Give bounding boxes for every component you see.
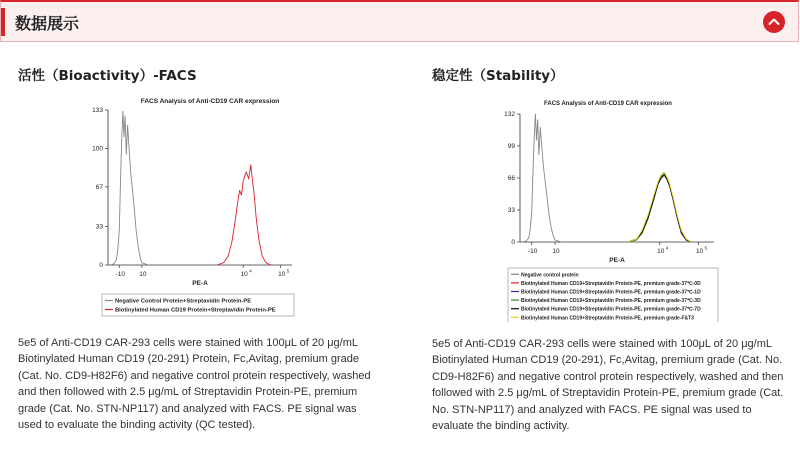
bioactivity-title: 活性（Bioactivity）-FACS <box>18 68 197 84</box>
x-tick-label: 10 <box>657 248 665 255</box>
chart-title: FACS Analysis of Anti-CD19 CAR expression <box>544 101 672 107</box>
header-accent-bar <box>1 8 5 36</box>
series-line-0 <box>110 111 148 265</box>
y-tick-label: 132 <box>504 111 515 119</box>
y-tick-label: 0 <box>99 262 103 270</box>
legend-entry: Biotinylated Human CD19+Streptavidin Protein-PE, premium grade-37℃-3D <box>521 298 701 305</box>
legend-entry: Negative control protein <box>521 272 579 279</box>
x-tick-exponent: 5 <box>286 268 290 274</box>
series-line-5 <box>628 172 691 242</box>
chart-title: FACS Analysis of Anti-CD19 CAR expression <box>140 98 280 105</box>
y-tick-label: 0 <box>511 239 515 247</box>
x-axis-label: PE-A <box>609 257 625 264</box>
x-tick-label: -10 <box>115 271 125 278</box>
series-line-0 <box>522 114 562 242</box>
y-tick-label: 99 <box>507 143 515 151</box>
y-tick-label: 133 <box>92 107 103 115</box>
legend-entry: Biotinylated Human CD19+Streptavidin Protein-PE, premium grade-37℃-0D <box>521 280 701 287</box>
series-line-1 <box>217 165 271 265</box>
x-tick-exponent: 4 <box>249 268 252 274</box>
chevron-up-icon <box>768 17 780 26</box>
section-header-title: 数据展示 <box>15 14 80 33</box>
collapse-button[interactable] <box>763 11 785 33</box>
y-tick-label: 67 <box>95 184 103 192</box>
legend-entry: Negative Control Protein+Streptavidin Protein-PE <box>115 298 252 305</box>
section-header <box>0 0 799 42</box>
x-tick-exponent: 5 <box>704 245 708 251</box>
x-axis-label: PE-A <box>192 280 208 287</box>
x-tick-label: 10 <box>240 271 248 278</box>
x-tick-label: 10 <box>552 248 560 255</box>
stability-description: 5e5 of Anti-CD19 CAR-293 cells were stained with 100μL of 20 μg/mL Biotinylated Human CD19 (20-291), Fc,Avitag, premium grade (Cat. No. CD9-H82F6) and negative control protein respectively, washed and then followed with 2.5 μg/mL of Streptavidin Protein-PE, premium grade (Cat. No. STN-NP117) and analyzed with FACS. PE signal was used to evaluate the binding activity. <box>432 338 784 433</box>
legend-entry: Biotinylated Human CD19+Streptavidin Protein-PE, premium grade-F&T3 <box>521 315 694 322</box>
x-tick-label: -10 <box>527 248 538 255</box>
legend-entry: Biotinylated Human CD19+Streptavidin Protein-PE, premium grade-37℃-7D <box>521 306 701 313</box>
legend-entry: Biotinylated Human CD19+Streptavidin Protein-PE, premium grade-37℃-1D <box>521 289 701 296</box>
bioactivity-description: 5e5 of Anti-CD19 CAR-293 cells were stained with 100μL of 20 μg/mL Biotinylated Human CD19 (20-291) Protein, Fc,Avitag, premium grade (Cat. No. CD9-H82F6) and negative control protein respectively, washed and then followed with 2.5 μg/mL of Streptavidin Protein-PE, premium grade (Cat. No. STN-NP117) and analyzed with FACS. PE signal was used to evaluate the binding activity (QC tested). <box>18 337 371 432</box>
y-tick-label: 66 <box>507 175 515 183</box>
x-tick-exponent: 4 <box>665 245 669 251</box>
y-tick-label: 100 <box>92 145 103 153</box>
stability-facs-chart <box>488 94 722 322</box>
x-tick-label: 10 <box>278 271 286 278</box>
legend-entry: Biotinylated Human CD19 Protein+Streptavidin Protein-PE <box>115 307 276 314</box>
x-tick-label: 10 <box>139 271 147 278</box>
y-tick-label: 33 <box>95 223 103 231</box>
x-tick-label: 10 <box>695 248 704 255</box>
y-tick-label: 33 <box>507 207 515 215</box>
bioactivity-facs-chart <box>74 92 310 322</box>
stability-title: 稳定性（Stability） <box>432 68 564 84</box>
